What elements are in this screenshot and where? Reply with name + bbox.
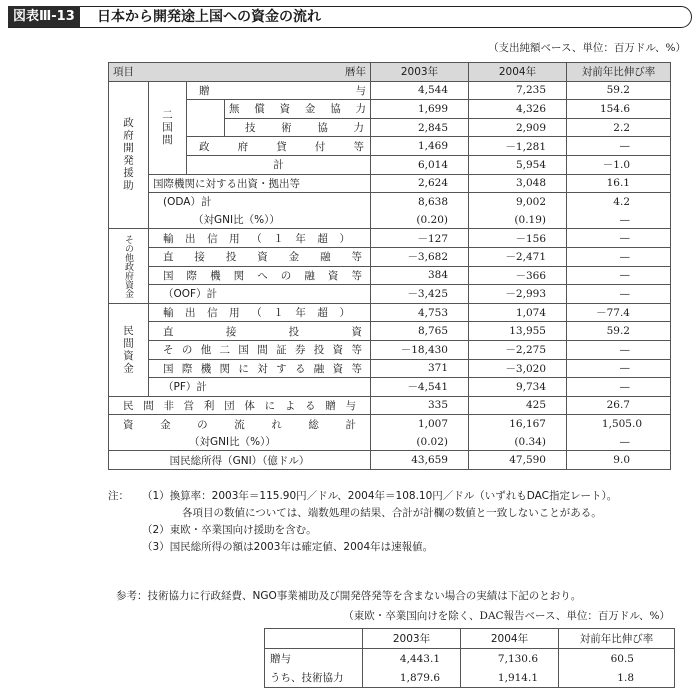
cell-2004: 2,909 xyxy=(469,118,567,137)
row-label: 無償資金協力 xyxy=(225,100,371,119)
row-label: 輸出信用（１年超） xyxy=(149,303,371,322)
table-row xyxy=(109,155,671,174)
note-text: 換算率：2003年＝115.90円／ドル、2004年＝108.10円／ドル（いずれもDAC指定レート）。 xyxy=(169,490,618,502)
row-label: 直接投資 xyxy=(149,322,371,341)
row-label: 国民総所得（GNI）（億ドル） xyxy=(109,451,371,470)
cell-yoy: 9.0 xyxy=(567,451,671,470)
row-label: 直接投資金融等 xyxy=(149,247,371,266)
cell-2004: 7,235 xyxy=(469,81,567,100)
note-index: （1） xyxy=(142,490,170,502)
cell-2003: 8,765 xyxy=(371,322,469,341)
cell-2003: －3,425 xyxy=(371,285,469,304)
row-label: （PF）計 xyxy=(149,378,371,397)
cell-2003: 8,638 xyxy=(371,193,469,211)
cell-2003: 2,845 xyxy=(371,118,469,137)
cell-2003: 4,544 xyxy=(371,81,469,100)
cell-2003: 335 xyxy=(371,396,469,415)
reference-header-blank xyxy=(265,629,363,649)
cell-yoy: 60.5 xyxy=(559,649,675,669)
row-label: 計 xyxy=(187,155,371,174)
cell-yoy: — xyxy=(567,285,671,304)
cell-yoy: 16.1 xyxy=(567,174,671,193)
cell-yoy: 154.6 xyxy=(567,100,671,119)
indent-cell xyxy=(187,100,225,119)
cell-2004: －1,281 xyxy=(469,137,567,156)
note-index: （3） xyxy=(142,541,170,553)
cell-2003: (0.02) xyxy=(371,433,469,451)
note-text: 東欧・卒業国向け援助を含む。 xyxy=(169,524,317,536)
cell-2004: 7,130.6 xyxy=(461,649,559,669)
cell-2004: －2,275 xyxy=(469,340,567,359)
cell-2004: (0.19) xyxy=(469,211,567,229)
unit-note: （支出純額ベース、単位：百万ドル、%） xyxy=(488,42,686,54)
cell-2003: 2,624 xyxy=(371,174,469,193)
cell-2004: －156 xyxy=(469,229,567,248)
table-row xyxy=(109,451,671,470)
cell-2004: 1,914.1 xyxy=(461,668,559,688)
cell-2004: 1,074 xyxy=(469,303,567,322)
cell-2004: －366 xyxy=(469,266,567,285)
cell-2003: －4,541 xyxy=(371,378,469,397)
cell-yoy: －77.4 xyxy=(567,303,671,322)
cell-2003: 43,659 xyxy=(371,451,469,470)
table-row xyxy=(109,285,671,304)
reference-header-yoy: 対前年比伸び率 xyxy=(559,629,675,649)
row-label: （OOF）計 xyxy=(149,285,371,304)
row-label: 国際機関に対する出資・拠出等 xyxy=(149,174,371,193)
header-item-cell xyxy=(109,63,371,82)
cell-2004: 3,048 xyxy=(469,174,567,193)
cell-yoy: — xyxy=(567,211,671,229)
cell-yoy: 1,505.0 xyxy=(567,415,671,433)
row-label: 民間非営利団体による贈与 xyxy=(109,396,371,415)
cell-2003: 4,753 xyxy=(371,303,469,322)
table-row xyxy=(109,100,671,119)
cell-yoy: 59.2 xyxy=(567,322,671,341)
table-row xyxy=(109,118,671,137)
row-label: 技術協力 xyxy=(225,118,371,137)
figure-header xyxy=(8,6,692,28)
cell-2004: 9,002 xyxy=(469,193,567,211)
cell-2003: (0.20) xyxy=(371,211,469,229)
note-1 xyxy=(108,488,617,505)
table-row xyxy=(109,247,671,266)
cell-yoy: — xyxy=(567,247,671,266)
note-3 xyxy=(108,539,617,556)
cell-yoy: — xyxy=(567,266,671,285)
cell-yoy: 26.7 xyxy=(567,396,671,415)
cell-2003: 371 xyxy=(371,359,469,378)
table-row xyxy=(109,137,671,156)
cell-2004: －2,993 xyxy=(469,285,567,304)
table-row xyxy=(109,266,671,285)
header-2004: 2004年 xyxy=(469,63,567,82)
cell-yoy: 59.2 xyxy=(567,81,671,100)
reference-text: 参考：技術協力に行政経費、NGO事業補助及び開発啓発等を含まない場合の実績は下記のとおり。 xyxy=(116,590,582,602)
header-yoy: 対前年比伸び率 xyxy=(567,63,671,82)
figure-label: 図表Ⅲ-13 xyxy=(8,6,80,27)
table-row xyxy=(109,322,671,341)
row-label: （対GNI比（%）） xyxy=(149,211,371,229)
table-row xyxy=(109,229,671,248)
cell-yoy: －1.0 xyxy=(567,155,671,174)
cell-yoy: — xyxy=(567,137,671,156)
group-oda: 政府開発援助 xyxy=(109,81,149,229)
table-row xyxy=(265,649,675,669)
cell-2004: －2,471 xyxy=(469,247,567,266)
cell-2004: 425 xyxy=(469,396,567,415)
group-bilateral: 二国間 xyxy=(149,81,187,174)
cell-2003: －3,682 xyxy=(371,247,469,266)
table-row xyxy=(109,433,671,451)
group-oof: その他政府資金 xyxy=(109,229,149,303)
reference-header-row xyxy=(265,629,675,649)
row-label: （対GNI比（%）） xyxy=(109,433,371,451)
cell-yoy: — xyxy=(567,340,671,359)
reference-unit: （東欧・卒業国向けを除く、DAC報告ベース、単位：百万ドル、%） xyxy=(343,610,670,622)
cell-2004: 47,590 xyxy=(469,451,567,470)
table-row xyxy=(109,303,671,322)
row-label: うち、技術協力 xyxy=(265,668,363,688)
row-label: 資金の流れ総計 xyxy=(109,415,371,433)
table-row xyxy=(109,174,671,193)
cell-2003: 1,699 xyxy=(371,100,469,119)
cell-2003: 4,443.1 xyxy=(363,649,461,669)
group-pf: 民間資金 xyxy=(109,303,149,396)
header-item: 項目 xyxy=(113,66,134,79)
cell-2003: －127 xyxy=(371,229,469,248)
note-1b: 各項目の数値については、端数処理の結果、合計が計欄の数値と一致しないことがある。 xyxy=(182,507,602,519)
cell-2003: 1,469 xyxy=(371,137,469,156)
cell-yoy: 1.8 xyxy=(559,668,675,688)
cell-2003: 384 xyxy=(371,266,469,285)
figure-title: 日本から開発途上国への資金の流れ xyxy=(97,9,321,25)
indent-cell xyxy=(187,118,225,137)
row-label: 国際機関に対する融資等 xyxy=(149,359,371,378)
cell-2003: －18,430 xyxy=(371,340,469,359)
row-label: 政府貸付等 xyxy=(187,137,371,156)
cell-2004: 9,734 xyxy=(469,378,567,397)
cell-2004: －3,020 xyxy=(469,359,567,378)
row-label: 国際機関への融資等 xyxy=(149,266,371,285)
cell-2004: 4,326 xyxy=(469,100,567,119)
note-text: 国民総所得の額は2003年は確定値、2004年は速報値。 xyxy=(169,541,434,553)
table-notes xyxy=(108,488,617,556)
cell-yoy: 2.2 xyxy=(567,118,671,137)
row-label: 贈与 xyxy=(187,81,371,100)
cell-yoy: — xyxy=(567,229,671,248)
capital-flow-table xyxy=(108,62,671,470)
table-row xyxy=(109,396,671,415)
cell-yoy: 4.2 xyxy=(567,193,671,211)
reference-header-2004: 2004年 xyxy=(461,629,559,649)
cell-2003: 1,007 xyxy=(371,415,469,433)
reference-table xyxy=(264,628,675,688)
table-row xyxy=(109,211,671,229)
table-row xyxy=(109,340,671,359)
cell-yoy: — xyxy=(567,359,671,378)
cell-2003: 1,879.6 xyxy=(363,668,461,688)
note-2 xyxy=(108,522,617,539)
cell-2004: (0.34) xyxy=(469,433,567,451)
table-header-row xyxy=(109,63,671,82)
cell-2004: 16,167 xyxy=(469,415,567,433)
table-row xyxy=(109,359,671,378)
row-label: その他二国間証券投資等 xyxy=(149,340,371,359)
cell-2003: 6,014 xyxy=(371,155,469,174)
table-row xyxy=(109,193,671,211)
cell-yoy: — xyxy=(567,378,671,397)
cell-2004: 5,954 xyxy=(469,155,567,174)
table-row xyxy=(109,81,671,100)
header-2003: 2003年 xyxy=(371,63,469,82)
reference-header-2003: 2003年 xyxy=(363,629,461,649)
cell-yoy: — xyxy=(567,433,671,451)
table-row xyxy=(109,378,671,397)
row-label: 輸出信用（１年超） xyxy=(149,229,371,248)
notes-prefix: 注： xyxy=(108,490,129,502)
table-row xyxy=(265,668,675,688)
note-index: （2） xyxy=(142,524,170,536)
cell-2004: 13,955 xyxy=(469,322,567,341)
table-row xyxy=(109,415,671,433)
row-label: 贈与 xyxy=(265,649,363,669)
header-calendar-year: 暦年 xyxy=(345,66,366,79)
row-label: (ODA）計 xyxy=(149,193,371,211)
